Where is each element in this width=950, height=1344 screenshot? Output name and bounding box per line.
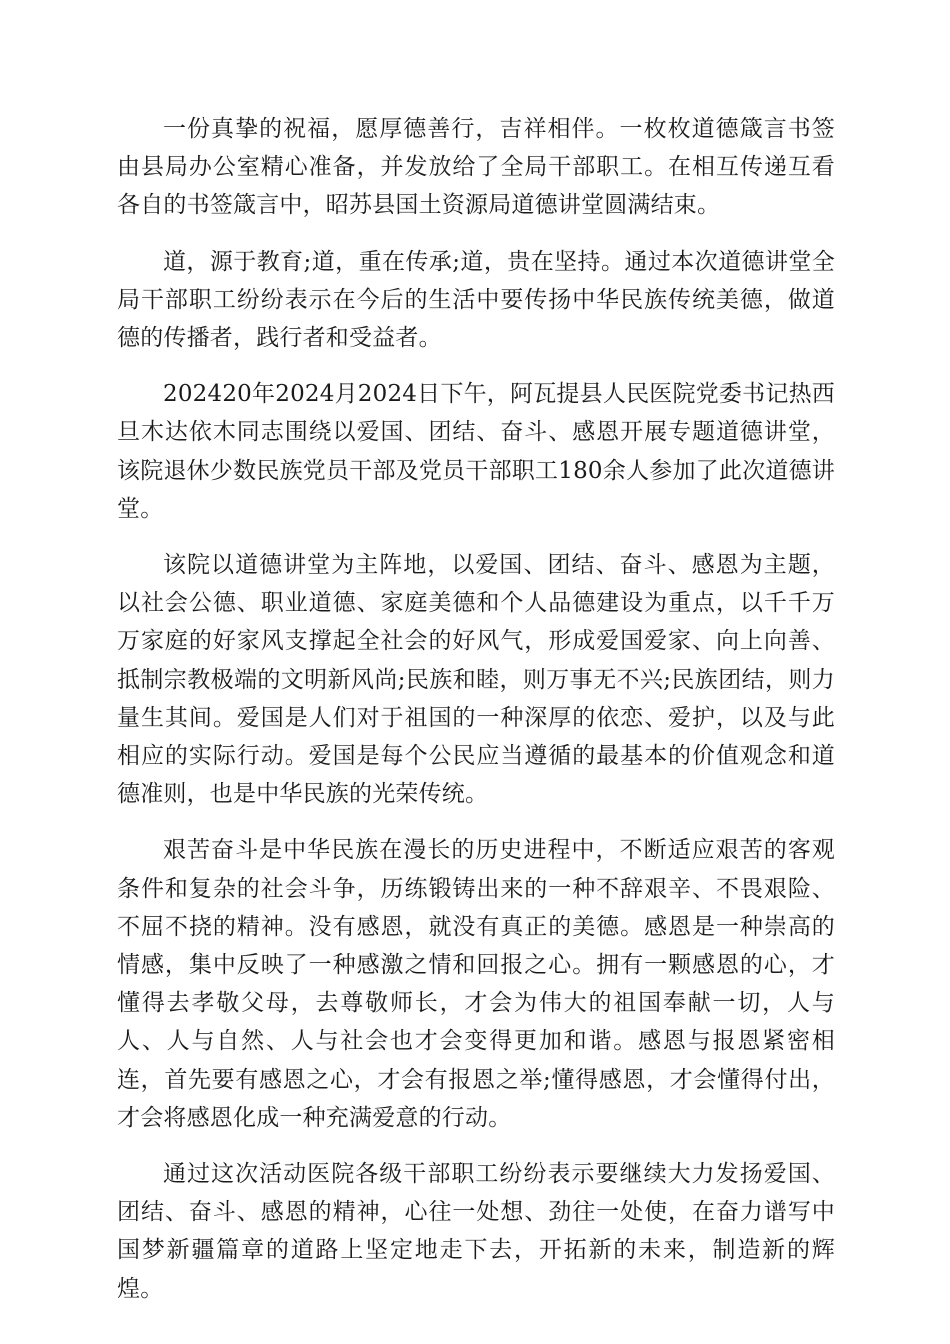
paragraph-conclusion: 通过这次活动医院各级干部职工纷纷表示要继续大力发扬爱国、团结、奋斗、感恩的精神，心往一处想、劲往一处使，在奋力谱写中国梦新疆篇章的道路上坚定地走下去，开拓新的未来，制造新的辉煌。 bbox=[117, 1161, 835, 1302]
paragraph-closing-ceremony: 一份真挚的祝福，愿厚德善行，吉祥相伴。一枚枚道德箴言书签由县局办公室精心准备，并发放给了全局干部职工。在相互传递互看各自的书签箴言中，昭苏县国土资源局道德讲堂圆满结束。 bbox=[117, 116, 835, 219]
paragraph-patriotism-theme: 该院以道德讲堂为主阵地，以爱国、团结、奋斗、感恩为主题，以社会公德、职业道德、家庭美德和个人品德建设为重点，以千千万万家庭的好家风支撑起全社会的好风气，形成爱国爱家、向上向善、抵制宗教极端的文明新风尚;民族和睦，则万事无不兴;民族团结，则力量生其间。爱国是人们对于祖国的一种深厚的依恋、爱护，以及与此相应的实际行动。爱国是每个公民应当遵循的最基本的价值观念和道德准则，也是中华民族的光荣传统。 bbox=[117, 552, 835, 808]
paragraph-hospital-event: 202420年2024月2024日下午，阿瓦提县人民医院党委书记热西旦木达依木同志围绕以爱国、团结、奋斗、感恩开展专题道德讲堂，该院退休少数民族党员干部及党员干部职工180余人参加了此次道德讲堂。 bbox=[117, 381, 835, 522]
paragraph-hard-work-gratitude: 艰苦奋斗是中华民族在漫长的历史进程中，不断适应艰苦的客观条件和复杂的社会斗争，历练锻铸出来的一种不辞艰辛、不畏艰险、不屈不挠的精神。没有感恩，就没有真正的美德。感恩是一种崇高的情感，集中反映了一种感激之情和回报之心。拥有一颗感恩的心，才懂得去孝敬父母，去尊敬师长，才会为伟大的祖国奉献一切，人与人、人与自然、人与社会也才会变得更加和谐。感恩与报恩紧密相连，首先要有感恩之心，才会有报恩之举;懂得感恩，才会懂得付出，才会将感恩化成一种充满爱意的行动。 bbox=[117, 837, 835, 1131]
paragraph-moral-principles: 道，源于教育;道，重在传承;道，贵在坚持。通过本次道德讲堂全局干部职工纷纷表示在今后的生活中要传扬中华民族传统美德，做道德的传播者，践行者和受益者。 bbox=[117, 248, 835, 352]
document-body bbox=[117, 110, 835, 1326]
